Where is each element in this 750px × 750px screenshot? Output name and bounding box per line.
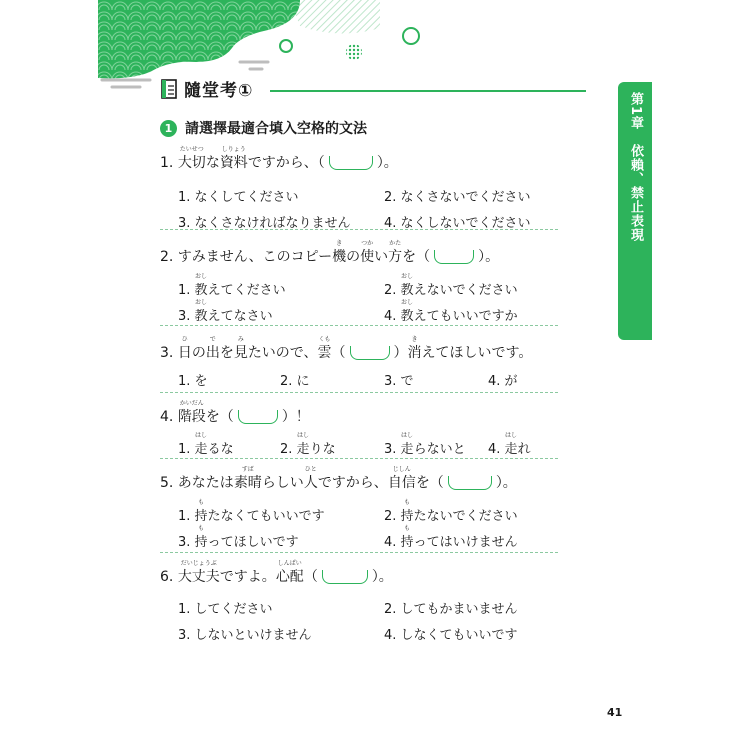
question-stem	[160, 146, 398, 172]
text-fragment: 2. してもかまいません	[384, 602, 518, 617]
kanji-with-furigana	[400, 299, 414, 324]
text-fragment: らないと	[413, 442, 466, 457]
kanji-with-furigana	[400, 273, 414, 298]
text-fragment: ってはいけません	[413, 535, 518, 550]
text-fragment: ）。	[371, 569, 393, 585]
text-fragment: の	[191, 345, 206, 361]
question-divider	[160, 392, 558, 393]
text-fragment: ってほしいです	[207, 535, 299, 550]
kanji-with-furigana	[400, 499, 414, 524]
furigana: き	[336, 240, 343, 247]
kanji-with-furigana	[360, 240, 375, 266]
text-fragment: れ	[517, 442, 531, 457]
furigana: たいせつ	[179, 146, 204, 153]
text-fragment: な	[205, 155, 220, 171]
text-fragment: 3.	[178, 535, 195, 550]
kanji-with-furigana	[400, 432, 414, 457]
furigana: つか	[361, 240, 374, 247]
text-fragment: 4. が	[488, 374, 518, 389]
text-fragment: えてなさい	[207, 309, 273, 324]
question-stem	[160, 336, 533, 362]
text-fragment: 1. してください	[178, 602, 273, 617]
question-stem	[160, 400, 310, 426]
title-underline	[270, 90, 586, 92]
kanji: 素晴	[233, 475, 262, 491]
answer-option[interactable]	[280, 370, 310, 389]
kanji: 持	[400, 535, 414, 550]
text-fragment: 4.	[384, 535, 401, 550]
text-fragment: りな	[309, 442, 336, 457]
answer-option[interactable]	[384, 273, 518, 298]
furigana: おし	[401, 273, 414, 280]
answer-option[interactable]	[384, 186, 531, 205]
text-fragment: えないでください	[413, 283, 518, 298]
question-stem	[160, 240, 500, 266]
section-title: 請選擇最適合填入空格的文法	[185, 121, 367, 137]
text-fragment: 4. なくしないでください	[384, 216, 531, 231]
furigana: き	[411, 336, 418, 343]
furigana: だいじょうぶ	[180, 560, 217, 567]
kanji-with-furigana	[317, 336, 332, 362]
text-fragment: 1. なくしてください	[178, 190, 299, 205]
text-fragment: を（	[205, 409, 234, 425]
section-heading	[160, 118, 367, 138]
kanji: 自信	[387, 475, 416, 491]
text-fragment: えてください	[207, 283, 286, 298]
kanji: 走	[194, 442, 208, 457]
text-fragment: 3.	[160, 345, 178, 361]
furigana: ひ	[181, 336, 188, 343]
answer-blank[interactable]	[448, 476, 492, 490]
kanji: 教	[194, 283, 208, 298]
furigana: おし	[401, 299, 414, 306]
text-fragment: 6.	[160, 569, 178, 585]
kanji: 走	[504, 442, 518, 457]
kanji: 出	[205, 345, 220, 361]
text-fragment: 3. で	[384, 374, 414, 389]
kanji-with-furigana	[194, 525, 208, 550]
answer-blank[interactable]	[434, 250, 474, 264]
text-fragment: 4.	[160, 409, 178, 425]
page-title: 隨堂考①	[184, 81, 254, 101]
answer-option[interactable]	[178, 370, 208, 389]
answer-option[interactable]	[384, 299, 518, 324]
kanji: 持	[194, 535, 208, 550]
furigana: しんぱい	[277, 560, 302, 567]
text-fragment: を（	[402, 249, 431, 265]
text-fragment: らしい	[261, 475, 304, 491]
answer-option[interactable]	[178, 624, 312, 643]
kanji: 心配	[275, 569, 304, 585]
kanji: 階段	[177, 409, 206, 425]
furigana: くも	[318, 336, 331, 343]
kanji-with-furigana	[194, 273, 208, 298]
furigana: すば	[241, 466, 254, 473]
text-fragment: 1.	[160, 155, 178, 171]
kanji: 見	[233, 345, 248, 361]
question-stem	[160, 466, 517, 492]
kanji-with-furigana	[504, 432, 518, 457]
kanji: 教	[194, 309, 208, 324]
text-fragment: （	[303, 569, 318, 585]
furigana: も	[404, 499, 411, 506]
answer-option[interactable]	[488, 432, 531, 457]
text-fragment: ですから、（	[247, 155, 325, 171]
answer-option[interactable]	[178, 299, 273, 324]
kanji: 走	[400, 442, 414, 457]
kanji-with-furigana	[296, 432, 310, 457]
kanji: 日	[177, 345, 192, 361]
text-fragment: 1.	[178, 509, 195, 524]
kanji-with-furigana	[275, 560, 304, 586]
kanji-with-furigana	[387, 466, 416, 492]
text-fragment: ）。	[495, 475, 517, 491]
text-fragment: えてもいいですか	[413, 309, 518, 324]
kanji-with-furigana	[194, 499, 208, 524]
text-fragment: 4. しなくてもいいです	[384, 628, 518, 643]
answer-option[interactable]	[178, 598, 273, 617]
kanji: 人	[303, 475, 318, 491]
kanji-with-furigana	[177, 146, 206, 172]
section-number-badge: 1	[160, 120, 177, 137]
furigana: おし	[195, 299, 208, 306]
text-fragment: 2.	[384, 283, 401, 298]
furigana: はし	[297, 432, 310, 439]
furigana: も	[198, 525, 205, 532]
answer-option[interactable]	[384, 624, 518, 643]
furigana: かた	[389, 240, 402, 247]
kanji-with-furigana	[407, 336, 422, 362]
answer-option[interactable]	[178, 273, 286, 298]
furigana: で	[209, 336, 216, 343]
text-fragment: 2. に	[280, 374, 310, 389]
text-fragment: ）！	[281, 409, 310, 425]
text-fragment: 3.	[384, 442, 401, 457]
text-fragment: 5. あなたは	[160, 475, 234, 491]
answer-option[interactable]	[280, 432, 336, 457]
quiz-title-bar	[160, 76, 253, 101]
kanji: 教	[400, 283, 414, 298]
text-fragment: を	[219, 345, 234, 361]
kanji-with-furigana	[194, 432, 208, 457]
kanji: 雲	[317, 345, 332, 361]
kanji: 機	[332, 249, 347, 265]
question-stem	[160, 560, 393, 586]
answer-option[interactable]	[178, 525, 299, 550]
kanji-with-furigana	[388, 240, 403, 266]
kanji: 消	[407, 345, 422, 361]
question-divider	[160, 325, 558, 326]
kanji: 資料	[219, 155, 248, 171]
furigana: ひと	[304, 466, 317, 473]
text-fragment: 3.	[178, 309, 195, 324]
text-fragment: 2. なくさないでください	[384, 190, 531, 205]
text-fragment: 3. しないといけません	[178, 628, 312, 643]
answer-blank[interactable]	[329, 156, 373, 170]
text-fragment: ）。	[478, 249, 500, 265]
furigana: も	[404, 525, 411, 532]
text-fragment: 2.	[280, 442, 297, 457]
text-fragment: 1.	[178, 283, 195, 298]
kanji-with-furigana	[177, 560, 220, 586]
kanji-with-furigana	[177, 336, 192, 362]
kanji-with-furigana	[194, 299, 208, 324]
text-fragment: たいので、	[247, 345, 318, 361]
furigana: かいだん	[179, 400, 204, 407]
text-fragment: 4.	[384, 309, 401, 324]
kanji: 使	[360, 249, 375, 265]
answer-option[interactable]	[178, 432, 234, 457]
text-fragment: を（	[415, 475, 444, 491]
text-fragment: の	[346, 249, 361, 265]
text-fragment: 4.	[488, 442, 505, 457]
text-fragment: 2. すみません、このコピー	[160, 249, 333, 265]
text-fragment: ）。	[376, 155, 398, 171]
kanji: 大切	[177, 155, 206, 171]
answer-option[interactable]	[384, 525, 518, 550]
text-fragment: たなくてもいいです	[207, 509, 325, 524]
text-fragment: い	[374, 249, 389, 265]
furigana: じしん	[392, 466, 411, 473]
chapter-tab	[618, 82, 652, 340]
furigana: み	[237, 336, 244, 343]
furigana: はし	[401, 432, 414, 439]
furigana: しりょう	[221, 146, 246, 153]
kanji-with-furigana	[219, 146, 248, 172]
text-fragment: えてほしいです。	[421, 345, 533, 361]
kanji-with-furigana	[400, 525, 414, 550]
furigana: も	[198, 499, 205, 506]
kanji-with-furigana	[177, 400, 206, 426]
kanji-with-furigana	[233, 466, 262, 492]
question-divider	[160, 552, 558, 553]
answer-option[interactable]	[384, 598, 518, 617]
page-number: 41	[607, 706, 623, 719]
kanji-with-furigana	[303, 466, 318, 492]
kanji: 方	[388, 249, 403, 265]
question-divider	[160, 229, 558, 230]
text-fragment: 2.	[384, 509, 401, 524]
kanji-with-furigana	[233, 336, 248, 362]
question-divider	[160, 458, 558, 459]
text-fragment: 3. なくさなければなりません	[178, 216, 351, 231]
text-fragment: るな	[207, 442, 234, 457]
text-fragment: 1.	[178, 442, 195, 457]
answer-option[interactable]	[178, 499, 325, 524]
kanji: 持	[400, 509, 414, 524]
notebook-icon	[160, 78, 178, 100]
furigana: はし	[505, 432, 518, 439]
answer-option[interactable]	[384, 499, 518, 524]
text-fragment: 1. を	[178, 374, 208, 389]
chapter-tab-label: 第1章 依賴、禁止表現	[628, 92, 643, 243]
kanji-with-furigana	[332, 240, 347, 266]
kanji: 教	[400, 309, 414, 324]
kanji: 持	[194, 509, 208, 524]
answer-option[interactable]	[488, 370, 518, 389]
answer-option[interactable]	[178, 186, 299, 205]
kanji-with-furigana	[205, 336, 220, 362]
answer-option[interactable]	[384, 370, 414, 389]
furigana: おし	[195, 273, 208, 280]
answer-blank[interactable]	[322, 570, 368, 584]
text-fragment: ですから、	[317, 475, 388, 491]
text-fragment: ですよ。	[219, 569, 276, 585]
text-fragment: ）	[393, 345, 408, 361]
text-fragment: （	[331, 345, 346, 361]
furigana: はし	[195, 432, 208, 439]
answer-blank[interactable]	[350, 346, 390, 360]
kanji: 大丈夫	[177, 569, 220, 585]
answer-option[interactable]	[384, 432, 466, 457]
text-fragment: たないでください	[413, 509, 518, 524]
answer-blank[interactable]	[238, 410, 278, 424]
kanji: 走	[296, 442, 310, 457]
